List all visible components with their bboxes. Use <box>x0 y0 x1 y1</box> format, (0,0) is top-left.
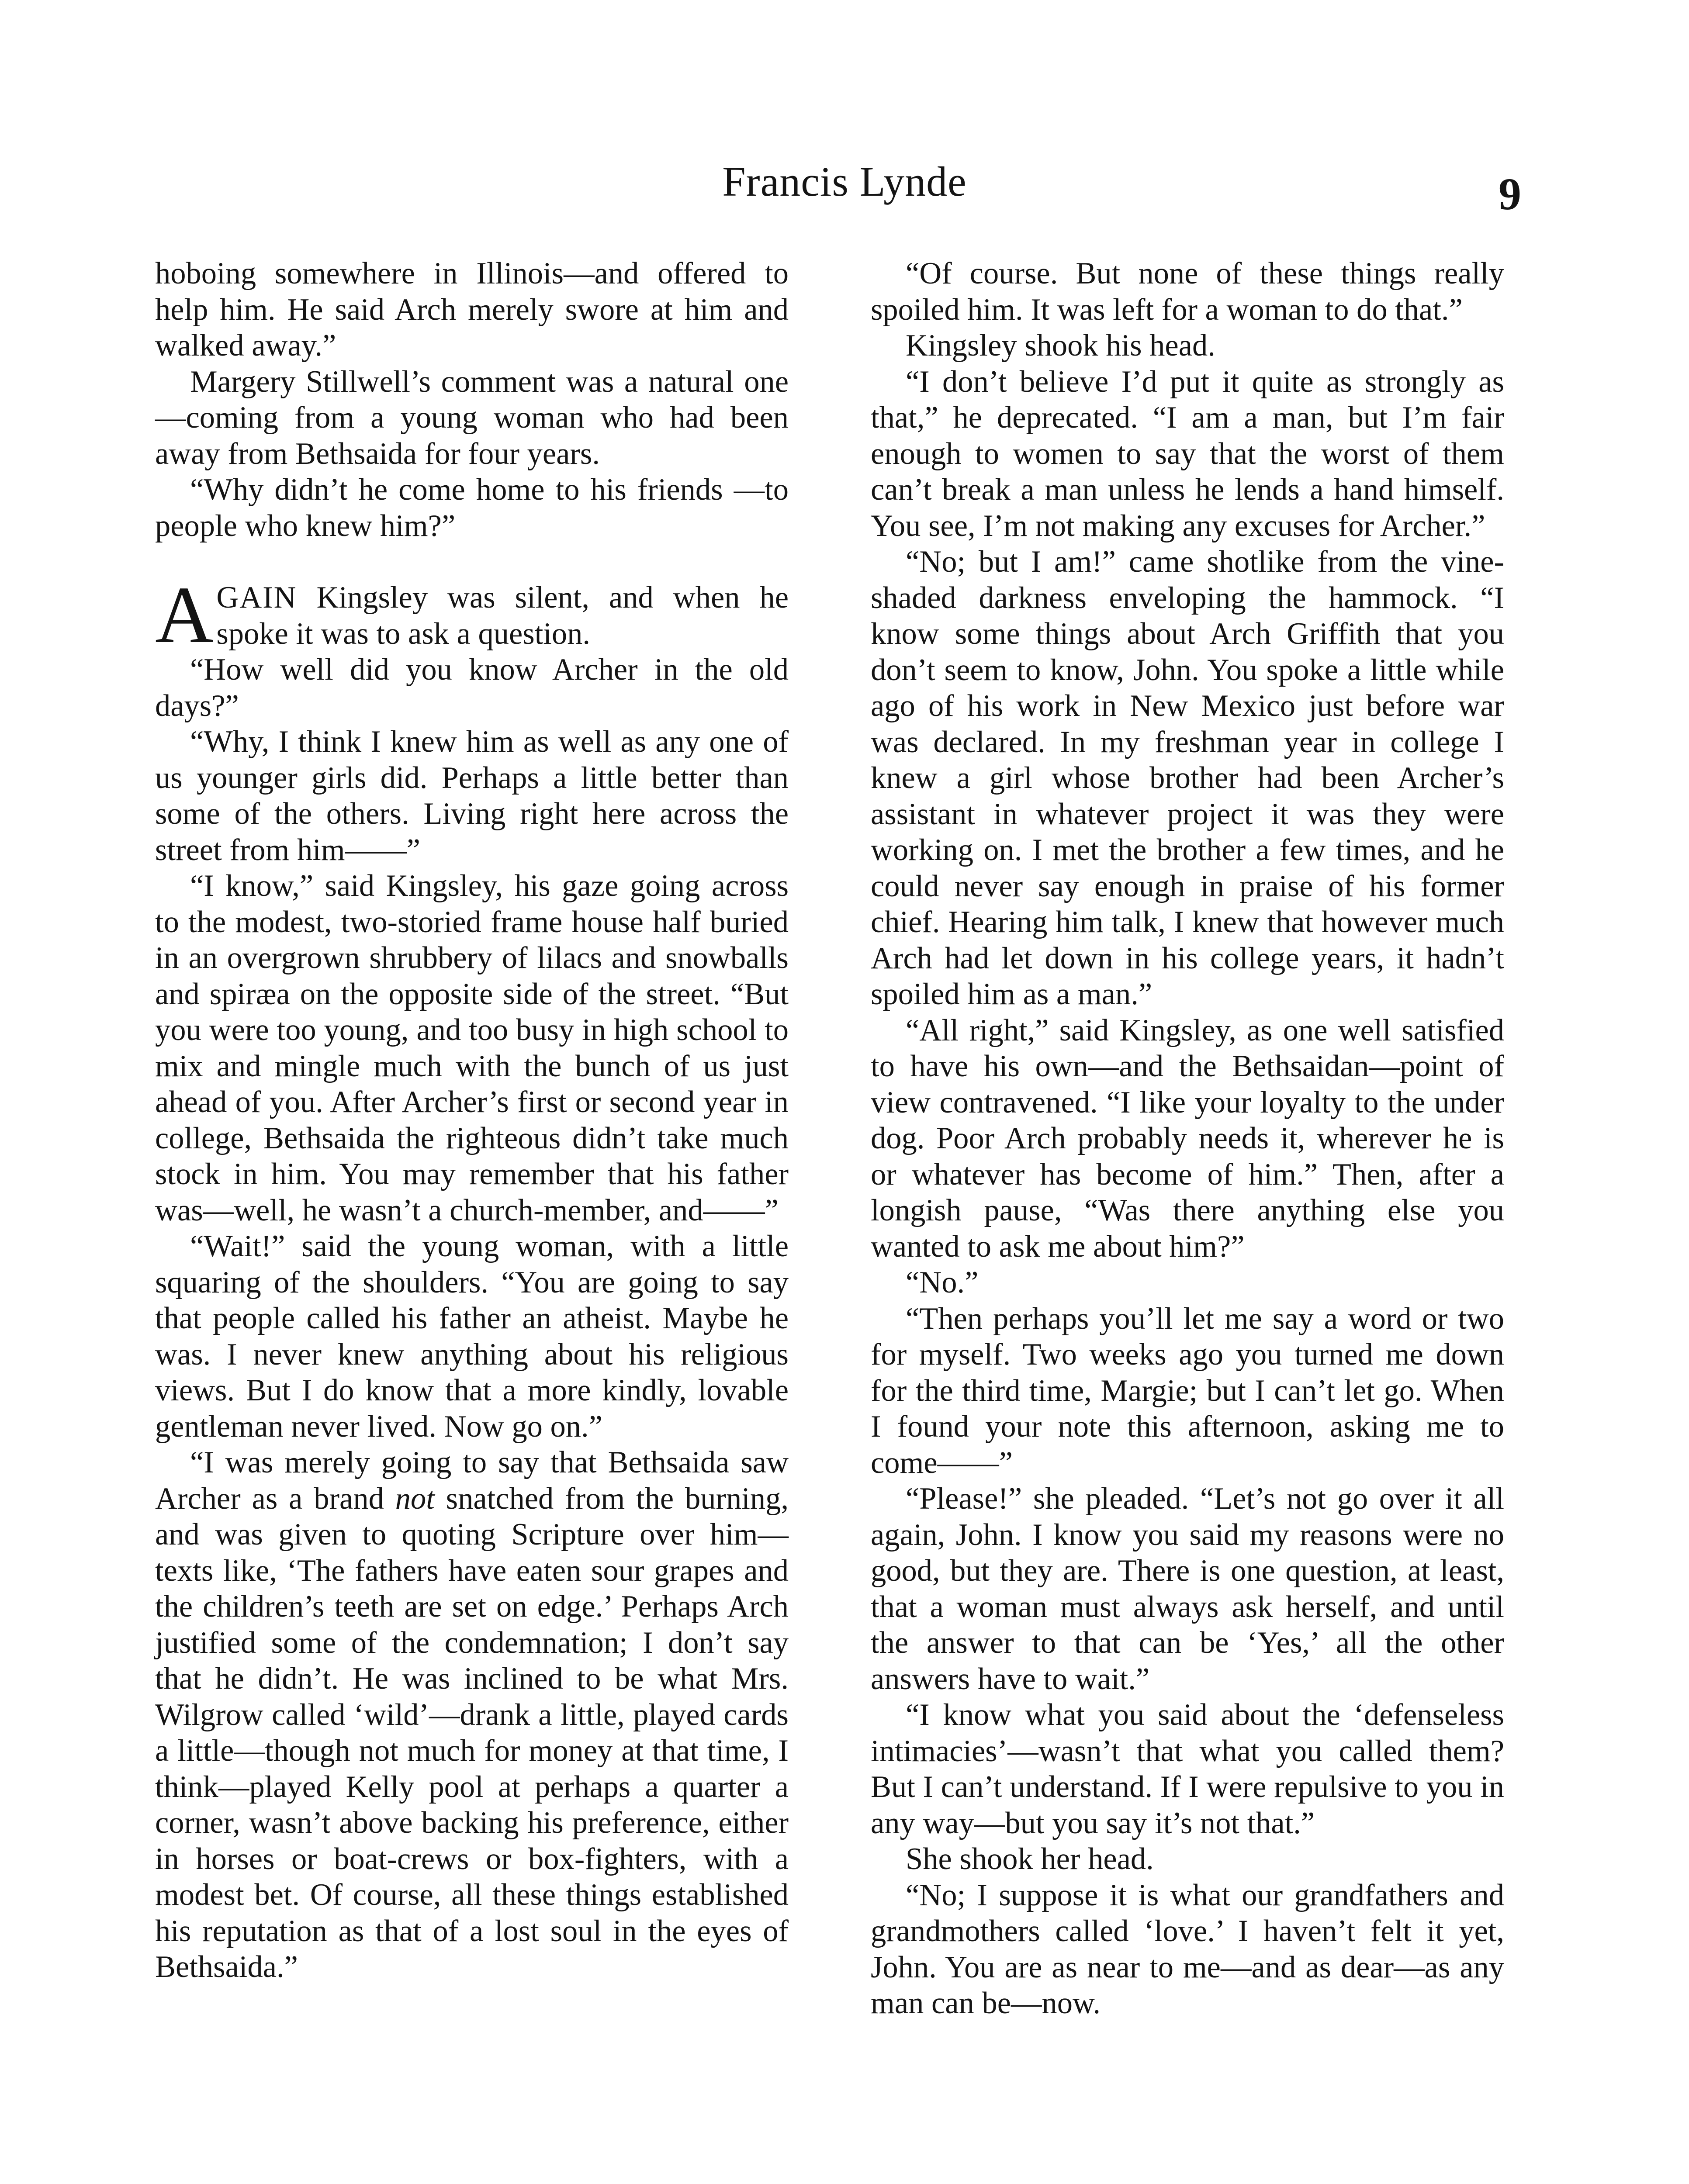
paragraph: hoboing somewhere in Illinois—and offered to help him. He said Arch merely swore at him and walked away.” <box>155 256 789 363</box>
section-opening-paragraph <box>155 570 789 660</box>
paragraph: Margery Stillwell’s comment was a natural one—coming from a young woman who had been away from Bethsaida for four years. <box>155 364 789 471</box>
paragraph <box>155 1444 789 1985</box>
paragraph: “No.” <box>906 1265 979 1299</box>
paragraph: “Of course. But none of these things really spoiled him. It was left for a woman to do that.” <box>871 256 1504 327</box>
paragraph: She shook her head. <box>906 1842 1154 1876</box>
paragraph: “Why didn’t he come home to his friends —to people who knew him?” <box>155 473 789 543</box>
paragraph-text: Kingsley was silent, and when he spoke it was to ask a question. <box>216 581 789 651</box>
paragraph-text: snatched from the burning, and was given to quoting Scripture over him—texts like, ‘The fathers have eaten sour grapes and the children’s teeth are set on edge.’ Perhaps Arch justified some of the condemnation; I don’t say that he didn’t. He was inclined to be what Mrs. Wilgrow called ‘wild’—drank a little, played cards a little—though not much for money at that time, I think—played Kelly pool at perhaps a quarter a corner, wasn’t above backing his preference, either in horses or boat-crews or box-fighters, with a modest bet. Of course, all these things established his reputation as that of a lost soul in the eyes of Bethsaida.” <box>155 1481 789 1984</box>
right-column <box>871 256 1504 2022</box>
running-title: Francis Lynde <box>722 158 967 205</box>
emphasis: not <box>395 1481 435 1516</box>
small-caps-lead: GAIN <box>216 581 297 615</box>
paragraph: “No; but I am!” came shotlike from the vine-shaded darkness enveloping the hammock. “I know some things about Arch Griffith that you don’t seem to know, John. You spoke a little while ago of his work in New Mexico just before war was declared. In my freshman year in college I knew a girl whose brother had been Archer’s assistant in whatever project it was they were working on. I met the brother a few times, and he could never say enough in praise of his former chief. Hearing him talk, I knew that however much Arch had let down in his college years, it hadn’t spoiled him as a man.” <box>871 545 1504 1011</box>
paragraph: “How well did you know Archer in the old days?” <box>155 653 789 723</box>
paragraph: “I know what you said about the ‘defenseless intimacies’—wasn’t that what you called them? But I can’t understand. If I were repulsive to you in any way—but you say it’s not that.” <box>871 1698 1504 1840</box>
paragraph: “I don’t believe I’d put it quite as strongly as that,” he deprecated. “I am a man, but I’m fair enough to women to say that the worst of them can’t break a man unless he lends a hand himself. You see, I’m not making any excuses for Archer.” <box>871 364 1504 543</box>
left-column <box>155 256 789 1985</box>
paragraph-text: “I was merely going to say that Bethsaida saw Archer as a brand <box>155 1445 789 1516</box>
paragraph: “I know,” said Kingsley, his gaze going across to the modest, two-storied frame house half buried in an overgrown shrubbery of lilacs and snowballs and spiræa on the opposite side of the street. “But you were too young, and too busy in high school to mix and mingle much with the bunch of us just ahead of you. After Archer’s first or second year in college, Bethsaida the righteous didn’t take much stock in him. You may remember that his father was—well, he wasn’t a church-member, and——” <box>155 869 789 1227</box>
drop-cap: A <box>155 570 214 660</box>
paragraph: “Wait!” said the young woman, with a little squaring of the shoulders. “You are going to say that people called his father an atheist. Maybe he was. I never knew anything about his religious views. But I do know that a more kindly, lovable gentleman never lived. Now go on.” <box>155 1229 789 1444</box>
paragraph: “Then perhaps you’ll let me say a word or two for myself. Two weeks ago you turned me down for the third time, Margie; but I can’t let go. When I found your note this afternoon, asking me to come——” <box>871 1301 1504 1480</box>
page-number: 9 <box>1499 169 1521 219</box>
paragraph: Kingsley shook his head. <box>906 328 1215 363</box>
paragraph: “No; I suppose it is what our grandfathers and grandmothers called ‘love.’ I haven’t felt it yet, John. You are as near to me—and as dear—as any man can be—now. <box>871 1878 1504 2020</box>
paragraph: “All right,” said Kingsley, as one well satisfied to have his own—and the Bethsaidan—point of view contravened. “I like your loyalty to the under dog. Poor Arch probably needs it, wherever he is or whatever has become of him.” Then, after a longish pause, “Was there anything else you wanted to ask me about him?” <box>871 1013 1504 1264</box>
paragraph: “Please!” she pleaded. “Let’s not go over it all again, John. I know you said my reasons were no good, but they are. There is one question, at least, that a woman must always ask herself, and until the answer to that can be ‘Yes,’ all the other answers have to wait.” <box>871 1482 1504 1696</box>
paragraph: “Why, I think I knew him as well as any one of us younger girls did. Perhaps a little better than some of the others. Living right here across the street from him——” <box>155 725 789 867</box>
